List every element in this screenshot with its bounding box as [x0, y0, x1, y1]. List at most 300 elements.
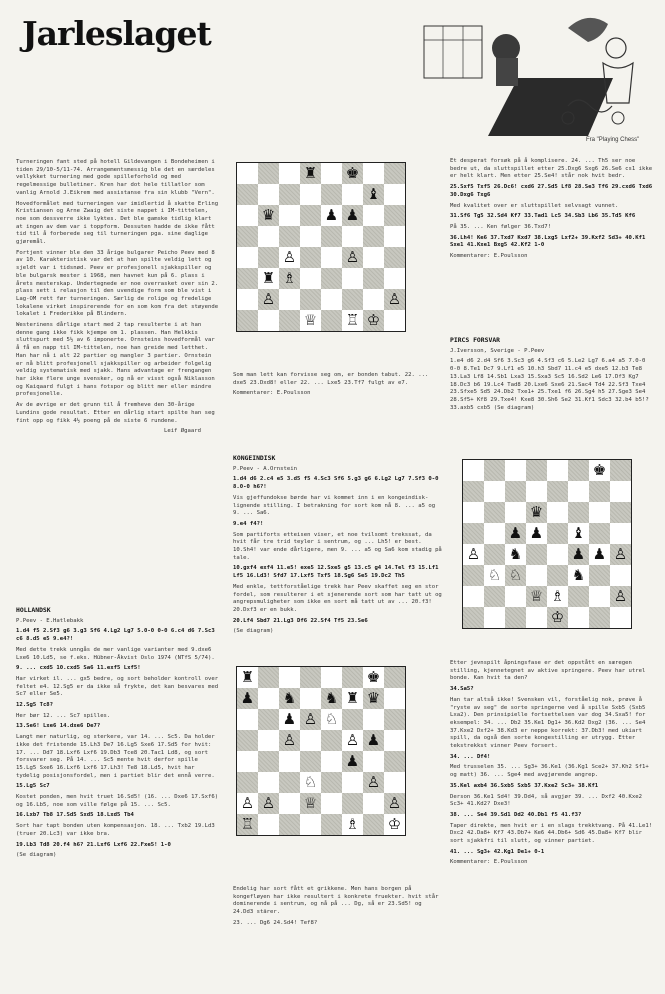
board-square — [279, 814, 300, 835]
chess-piece-icon: ♛ — [366, 689, 381, 707]
board-square — [342, 205, 363, 226]
board-square — [258, 310, 279, 331]
board-square — [342, 667, 363, 688]
board-square — [342, 730, 363, 751]
commentary-paragraph: (Se diagram) — [233, 628, 274, 635]
board-square — [342, 793, 363, 814]
board-square — [258, 247, 279, 268]
board-square — [463, 565, 484, 586]
board-square — [363, 247, 384, 268]
commentary-paragraph: Som partiforts etteisen viser, et noe tvilsomt trekssat, da hvit får tre trid teyler i sentrum, og ... Lh5! er best. 10.Sh4! var ende dårligere, men 9. ... a5 og Sa6 kom stadig på tale. — [233, 531, 442, 561]
board-square — [505, 607, 526, 628]
game-pircs-column — [450, 331, 655, 415]
chess-piece-icon: ♟ — [571, 545, 586, 563]
board-square — [342, 751, 363, 772]
board-square — [568, 544, 589, 565]
board-square — [363, 688, 384, 709]
board-square — [526, 607, 547, 628]
board-square — [342, 310, 363, 331]
board-square — [237, 667, 258, 688]
board-square — [258, 688, 279, 709]
chess-piece-icon: ♙ — [466, 545, 481, 563]
move-sequence: 31.Sf6 Tg5 32.Sd4 Kf7 33.Tad1 Lc5 34.Sb3 Lb6 35.Td5 Kf6 — [450, 213, 636, 220]
board-square — [300, 247, 321, 268]
board-square — [484, 502, 505, 523]
commentary-paragraph: (Se diagram) — [16, 852, 57, 859]
board-square — [321, 226, 342, 247]
chess-piece-icon: ♟ — [508, 524, 523, 542]
board-square — [463, 502, 484, 523]
board-square — [547, 565, 568, 586]
board-square — [526, 565, 547, 586]
board-square — [505, 565, 526, 586]
chess-piece-icon: ♟ — [240, 689, 255, 707]
board-square — [300, 814, 321, 835]
chess-piece-icon: ♘ — [508, 566, 523, 584]
board-square — [363, 730, 384, 751]
board-square — [568, 586, 589, 607]
move-sequence: 25.Sxf5 Txf5 26.Dc6! cxd6 27.Sd5 Lf8 28.Se3 Tf6 29.cxd6 Txd6 30.Dxg6 Txg6 — [450, 184, 653, 198]
board-square — [363, 793, 384, 814]
board-square — [342, 268, 363, 289]
board-square — [321, 184, 342, 205]
board-square — [237, 793, 258, 814]
board-square — [589, 565, 610, 586]
game2-ending-column — [450, 158, 655, 264]
board-square — [258, 268, 279, 289]
commentary-paragraph: Kommentarer: E.Poulsson — [450, 859, 528, 866]
game-heading: HOLLANDSK — [16, 606, 51, 614]
board-square — [610, 523, 631, 544]
board-square — [384, 268, 405, 289]
board-square — [237, 688, 258, 709]
board-square — [363, 772, 384, 793]
board-square — [342, 289, 363, 310]
board-square — [342, 226, 363, 247]
move-sequence: 1.d4 d6 2.c4 e5 3.d5 f5 4.Sc3 Sf6 5.g3 g6 6.Lg2 Lg7 7.Sf3 0-0 8.0-0 h6?! — [233, 476, 439, 491]
chess-piece-icon: ♚ — [592, 461, 607, 479]
chess-piece-icon: ♙ — [261, 290, 276, 308]
board-square — [279, 751, 300, 772]
board-square — [547, 607, 568, 628]
board-square — [279, 184, 300, 205]
board-square — [384, 184, 405, 205]
board-square — [463, 460, 484, 481]
chess-piece-icon: ♙ — [240, 794, 255, 812]
board-square — [342, 163, 363, 184]
chess-piece-icon: ♛ — [261, 206, 276, 224]
game-heading: PIRCS FORSVAR — [450, 336, 501, 344]
page-title: Jarleslaget — [22, 14, 211, 53]
board-square — [505, 502, 526, 523]
move-sequence: 36.Lh4! Ke6 37.Txd7 Kxd7 38.Lxg5 Lxf2+ 39.Kxf2 Sd3+ 40.Kf1 Sxe1 41.Kxe1 Bxg5 42.Kf2 1-0 — [450, 234, 646, 249]
commentary-paragraph: Taper direkte, men hvit er i en slags trekktvang. På 41.Le1! Dxc2 42.Da8+ Kf7 43.Db7+ Ke6 44.Db6+ Sd6 45.Da8+ Kf7 blir sort sjakkfri til slutt, og vinner partiet. — [450, 822, 653, 845]
commentary-paragraph: 1.e4 d6 2.d4 Sf6 3.Sc3 g6 4.Sf3 c6 5.Le2 Lg7 6.a4 a5 7.0-0 0-0 8.Te1 Dc7 9.Lf1 e5 10.h3 Sbd7 11.c4 e5 dxe5 12.b3 Te8 13.La3 Lf8 14.Sb1 Lxa3 15.Sxa3 Sc5 16.Sd2 Le6 17.Df3 Kg7 18.Dc3 b6 19.Lc4 Tad8 20.Lxe6 Sxe6 21.Sac4 Td4 22.Sf3 Txe4 23.Sfxe5 Sd5 24.Db2 Txe1+ 25.Txe1 f6 26.Sg4 h5 27.Sge3 Se4 28.Sf5+ Kf8 29.Txe4! Kxe8 30.Sh6 Se2 31.Kf1 Sdc3 32.b4 b5!? 33.axb5 cxb5 (Se diagram) — [450, 358, 649, 411]
board-square — [258, 184, 279, 205]
board-square — [484, 586, 505, 607]
chess-piece-icon: ♜ — [345, 689, 360, 707]
chess-cartoon-illustration — [418, 8, 653, 143]
commentary-paragraph: Med kvalitet over er sluttspillet selvsagt vunnet. — [450, 202, 619, 209]
board-square — [342, 247, 363, 268]
board-square — [300, 226, 321, 247]
chess-piece-icon: ♔ — [366, 311, 381, 329]
board-square — [258, 667, 279, 688]
chess-diagram-2 — [236, 666, 406, 836]
move-sequence: 16.Lxb7 Tb8 17.Sd5 Sxd5 18.Lxd5 Tb4 — [16, 812, 134, 819]
board-square — [363, 667, 384, 688]
board-square — [237, 268, 258, 289]
chess-piece-icon: ♘ — [303, 773, 318, 791]
chess-piece-icon: ♚ — [345, 164, 360, 182]
board-square — [321, 772, 342, 793]
board-square — [321, 289, 342, 310]
board-square — [321, 709, 342, 730]
board-square — [547, 460, 568, 481]
article-intro-column — [16, 159, 221, 439]
move-sequence: 38. ... Se4 39.Sd1 Dd2 40.Db1 f5 41.f3? — [450, 811, 582, 818]
game1-conclusion-column — [233, 372, 445, 401]
board-square — [258, 772, 279, 793]
board-square — [589, 523, 610, 544]
board-square — [568, 523, 589, 544]
board-square — [321, 247, 342, 268]
board-square — [300, 163, 321, 184]
board-square — [279, 268, 300, 289]
board-square — [384, 310, 405, 331]
board-square — [547, 544, 568, 565]
board-square — [363, 268, 384, 289]
board-square — [463, 607, 484, 628]
board-square — [526, 586, 547, 607]
move-sequence: 34.Sa5? — [450, 686, 474, 693]
board-square — [363, 205, 384, 226]
board-square — [589, 544, 610, 565]
board-square — [526, 481, 547, 502]
board-square — [258, 793, 279, 814]
board-square — [279, 205, 300, 226]
board-square — [258, 730, 279, 751]
chess-piece-icon: ♗ — [282, 269, 297, 287]
board-square — [258, 751, 279, 772]
board-square — [342, 709, 363, 730]
board-square — [321, 730, 342, 751]
board-square — [547, 481, 568, 502]
commentary-paragraph: Kommentarer: E.Poulsson — [450, 253, 528, 260]
board-square — [342, 814, 363, 835]
board-square — [363, 289, 384, 310]
chess-piece-icon: ♗ — [550, 587, 565, 605]
body-paragraph: Fortjent vinner ble den 33 årige bulgarer Peicho Peev med 8 av 10. Karakteristisk var det at han spilte veldig lett og sjeldt var i tidsnød. Peev er profesjonell sjakkspiller og ble bulgarsk mester i 1968, men havnet kun på 6. plass i årets mesterskap. Undertegnede er noe overrasket over sin 2. plass sett i relasjon til den uvendige form som ble vist i Lag-OM rett før turneringen. Særlig de rolige og fredelige lokalene virket inspirerende for en som kom fra det støyende lokalet i Frederikke på Blindern. — [16, 249, 219, 318]
board-square — [526, 460, 547, 481]
board-square — [384, 709, 405, 730]
board-square — [321, 268, 342, 289]
board-square — [384, 688, 405, 709]
board-square — [384, 667, 405, 688]
board-square — [258, 205, 279, 226]
chess-piece-icon: ♖ — [240, 815, 255, 833]
commentary-paragraph: Kostet ponden, men hvit truet 16.Sd5! (16. ... Dxe6 17.Sxf6) og 16.Lb5, noe som ville følge på 15. ... Sc5. — [16, 794, 219, 808]
chess-piece-icon: ♟ — [366, 731, 381, 749]
board-square — [505, 586, 526, 607]
board-square — [321, 793, 342, 814]
chess-piece-icon: ♙ — [387, 290, 402, 308]
board-square — [342, 184, 363, 205]
commentary-paragraph: 23. ... Dg6 24.Sd4! Tef8? — [233, 919, 318, 926]
board-square — [463, 544, 484, 565]
chess-piece-icon: ♙ — [387, 794, 402, 812]
board-square — [384, 793, 405, 814]
board-square — [505, 523, 526, 544]
commentary-paragraph: Har virket il. ... gx5 bedre, og sort beholder kontroll over feltet e4. 12.Sg5 er da ikke så frykte, det kan besvares med Sc7 eller Se5. — [16, 675, 219, 698]
chess-piece-icon: ♙ — [282, 731, 297, 749]
board-square — [300, 709, 321, 730]
board-square — [610, 460, 631, 481]
commentary-paragraph: Med trusselen 35. ... Sg3+ 36.Ke1 (36.Kg1 Sce2+ 37.Kh2 Sf1+ og matt) 36. ... Sge4 med avgjørende angrep. — [450, 764, 649, 779]
board-square — [568, 460, 589, 481]
chess-piece-icon: ♖ — [345, 311, 360, 329]
board-square — [589, 607, 610, 628]
board-square — [237, 289, 258, 310]
commentary-paragraph: Han tar altså ikke! Svensken vil, forståelig nok, prøve å "ryste av seg" de sorte springerne ved å spille Sxb5 (Sxb5 Lxa2). Den prinsipielle fortsettelsen var dog 34.Sxa5! for eksempel: 34. ... Db2 35.Ke1 Dg1+ 36.Kd2 Dxg2 (36. ... Se4 37.Kxe2 Dxf2+ 38.Kd3 er neppe korrekt: 37.Db3! med ukiart spill, da også den sorte kongestilling er utrygg. Etter tekstrekkst vinner Peev forsert. — [450, 696, 646, 750]
board-square — [363, 709, 384, 730]
board-square — [484, 607, 505, 628]
board-square — [300, 184, 321, 205]
chess-diagram-3 — [462, 459, 632, 629]
game-kongeindisk-column — [233, 449, 445, 639]
board-square — [342, 772, 363, 793]
game-heading: KONGEINDISK — [233, 454, 276, 462]
board-square — [258, 226, 279, 247]
board-square — [237, 814, 258, 835]
chess-piece-icon: ♜ — [261, 269, 276, 287]
chess-piece-icon: ♗ — [345, 815, 360, 833]
board-square — [300, 268, 321, 289]
commentary-paragraph: Langt mer naturlig, og sterkere, var 14. ... Sc5. Da holder ikke det fristende 15.Lh3 De7 16.Lg5 Sxe6 17.Sd5 for hvit: 17. ... Dd7 18.Lxf6 Lxf6 19.Db3 Tce8 20.Tac1 Ld8, og sort forsvarer seg. På 14. ... Sc5 mente hvit derfor spille 15.Lg5 Sxe6 16.Lxf6 Lxf6 17.Lh3! Te8 18.Ld5, hvit har tydelig posisjonsfordel, men i partiet blir det ennå verre. — [16, 734, 215, 779]
body-paragraph: Av de øvrige er det grunn til å fremheve den 30-årige Lundins gode resultat. Etter en dårlig start spilte han seg fint opp og fikk 4½ poeng på de siste 6 rundene. — [16, 402, 215, 424]
move-sequence: 1.d4 f5 2.Sf3 g6 3.g3 Sf6 4.Lg2 Lg7 5.0-0 0-0 6.c4 d6 7.Sc3 c6 8.d5 e5 9.e4?! — [16, 628, 215, 643]
board-square — [258, 163, 279, 184]
board-square — [610, 607, 631, 628]
chess-piece-icon: ♟ — [282, 710, 297, 728]
board-square — [279, 730, 300, 751]
chess-piece-icon: ♔ — [387, 815, 402, 833]
board-square — [342, 688, 363, 709]
chess-piece-icon: ♝ — [366, 185, 381, 203]
board-square — [237, 310, 258, 331]
board-square — [363, 751, 384, 772]
board-square — [384, 247, 405, 268]
board-square — [610, 544, 631, 565]
board-square — [300, 310, 321, 331]
board-square — [384, 226, 405, 247]
board-square — [279, 793, 300, 814]
chess-piece-icon: ♘ — [324, 710, 339, 728]
board-square — [279, 247, 300, 268]
board-square — [363, 184, 384, 205]
board-square — [505, 544, 526, 565]
board-square — [484, 523, 505, 544]
commentary-paragraph: Her bør 12. ... Sc7 spilles. — [16, 712, 111, 719]
board-square — [363, 226, 384, 247]
move-sequence: 15.Lg5 Sc7 — [16, 783, 50, 790]
board-square — [463, 586, 484, 607]
chess-piece-icon: ♙ — [282, 248, 297, 266]
board-square — [568, 481, 589, 502]
board-square — [589, 586, 610, 607]
chess-piece-icon: ♙ — [303, 710, 318, 728]
move-sequence: 19.Lb3 Td8 20.f4 h6? 21.Lxf6 Lxf6 22.Fxe5! 1-0 — [16, 841, 171, 848]
chess-piece-icon: ♕ — [303, 311, 318, 329]
move-sequence: 35.Kel axb4 36.Sxb5 Sxb5 37.Kxe2 Sc3+ 38.Kf1 — [450, 782, 599, 789]
board-square — [526, 523, 547, 544]
board-square — [321, 688, 342, 709]
board-square — [300, 730, 321, 751]
chess-piece-icon: ♙ — [613, 545, 628, 563]
chess-piece-icon: ♔ — [550, 608, 565, 626]
chess-piece-icon: ♜ — [240, 668, 255, 686]
board-square — [463, 481, 484, 502]
board-square — [300, 205, 321, 226]
board-square — [384, 163, 405, 184]
game-hollandsk-column — [16, 601, 221, 863]
game-players: P.Peev - A.Ornstein — [233, 465, 297, 472]
board-square — [610, 502, 631, 523]
move-sequence: 9. ... cxd5 10.cxd5 Sa6 11.exf5 Lxf5! — [16, 665, 141, 672]
board-square — [237, 730, 258, 751]
board-square — [505, 481, 526, 502]
move-sequence: 9.e4 f4?! — [233, 520, 264, 527]
chess-piece-icon: ♟ — [345, 752, 360, 770]
commentary-paragraph: Kommentarer: E.Poulsson — [233, 390, 311, 397]
chess-piece-icon: ♞ — [571, 566, 586, 584]
board-square — [321, 667, 342, 688]
board-square — [484, 460, 505, 481]
board-square — [610, 565, 631, 586]
board-square — [321, 751, 342, 772]
move-sequence: 20.Lf4 Sbd7 21.Lg3 Df6 22.Sf4 Tf5 23.Se6 — [233, 617, 368, 624]
body-paragraph: Westerinens dårlige start med 2 tap resulterte i at han denne gang ikke fikk kjempe om 1. plassen. Han Helkkis sluttspurt med 5½ av 6 imponerte. Ornsteins hovedformål var å få en napp til IM-tittelen, noe han greide med letthet. Han har nå i alt 22 partier og mangler 3 partier. Ornstein er nå blitt profesjonell sjakkspiller og arbeider folgelig veldig systematisk med sjakk. Hans advantage er frengangen har ikke flere unge svensker, og nå er visst også Niklasson og Kaiqaard fulgt i hans fotspor og blitt mer eller mindre profesjonelle. — [16, 322, 215, 398]
game3-continuation-column — [450, 660, 655, 870]
board-square — [568, 607, 589, 628]
board-square — [237, 205, 258, 226]
chess-piece-icon: ♝ — [571, 524, 586, 542]
commentary-paragraph: Vis gjeffundokse børde har vi kommet inn i en kongeindisk-lignende stilling. I betrakning for sort kom nå 8. ... a5 og 9. ... Sa6. — [233, 494, 436, 517]
board-square — [484, 544, 505, 565]
move-sequence: 13.Se6! Lxe6 14.dxe6 De7? — [16, 723, 101, 730]
commentary-paragraph: Et desperat forsøk på å komplisere. 24. ... Th5 ser noe bedre ut, da sluttspillet etter 25.Dxg6 Sxg6 26.Se6 cs1 ikke er helt klart. Men etter 25.Se4! står nok hvit bedr. — [450, 158, 653, 180]
board-square — [384, 814, 405, 835]
board-square — [237, 226, 258, 247]
chess-piece-icon: ♞ — [282, 689, 297, 707]
board-square — [589, 502, 610, 523]
board-square — [547, 523, 568, 544]
chess-piece-icon: ♟ — [592, 545, 607, 563]
chess-piece-icon: ♕ — [529, 587, 544, 605]
board-square — [279, 688, 300, 709]
board-square — [321, 310, 342, 331]
board-square — [526, 544, 547, 565]
chess-piece-icon: ♚ — [366, 668, 381, 686]
chess-piece-icon: ♞ — [508, 545, 523, 563]
board-square — [279, 667, 300, 688]
move-sequence: 34. ... Df4! — [450, 753, 491, 760]
board-square — [526, 502, 547, 523]
board-square — [279, 289, 300, 310]
commentary-paragraph: Endelig har sort fått et grikkene. Men hans borgen på kongefløyen har ikke resultert i konkrete fruekter. hvit står dominerende i sentrum, og nå på ... Dg, så er 23.Sd5! og 24.Dd3 stärer. — [233, 886, 439, 916]
board-square — [384, 772, 405, 793]
board-square — [300, 772, 321, 793]
board-square — [547, 502, 568, 523]
board-square — [300, 751, 321, 772]
board-square — [237, 163, 258, 184]
chess-piece-icon: ♛ — [529, 503, 544, 521]
chess-piece-icon: ♙ — [613, 587, 628, 605]
board-square — [258, 709, 279, 730]
board-square — [589, 460, 610, 481]
commentary-paragraph: På 35. ... Ken følger 36.Txd7! — [450, 223, 552, 230]
board-square — [279, 772, 300, 793]
board-square — [300, 289, 321, 310]
game-players: P.Peev - E.Hatlebakk — [16, 617, 84, 624]
chess-piece-icon: ♙ — [345, 248, 360, 266]
board-square — [279, 163, 300, 184]
board-square — [237, 247, 258, 268]
chess-piece-icon: ♟ — [324, 206, 339, 224]
board-square — [258, 289, 279, 310]
chess-piece-icon: ♙ — [261, 794, 276, 812]
illustration-caption: Fra "Playing Chess" — [586, 137, 640, 143]
chess-piece-icon: ♕ — [303, 794, 318, 812]
game-players: J.Iversson, Sverige - P.Peev — [450, 347, 545, 354]
commentary-paragraph: Derson 36.Ke1 Sd4! 39.Dd4, så avgjør 39. ... Dxf2 40.Kxe2 Sc3+ 41.Kd2? Dxe3! — [450, 793, 642, 808]
board-square — [363, 163, 384, 184]
board-square — [484, 565, 505, 586]
commentary-paragraph: Med dette trekk unngås de mer vanlige varianter med 9.dxe6 Lxe6 10.Ld5, se f.eks. Hübner-Åkvist Oslo 1974 (NTfS 5/74). — [16, 646, 215, 661]
board-square — [279, 226, 300, 247]
board-square — [568, 502, 589, 523]
board-square — [484, 481, 505, 502]
board-square — [589, 481, 610, 502]
board-square — [547, 586, 568, 607]
chess-piece-icon: ♙ — [366, 773, 381, 791]
board-square — [463, 523, 484, 544]
chess-piece-icon: ♟ — [345, 206, 360, 224]
board-square — [300, 793, 321, 814]
chess-piece-icon: ♟ — [529, 524, 544, 542]
board-square — [363, 310, 384, 331]
board-square — [258, 814, 279, 835]
board-square — [279, 310, 300, 331]
chess-diagram-1 — [236, 162, 406, 332]
board-square — [237, 772, 258, 793]
board-square — [321, 205, 342, 226]
move-sequence: 41. ... Sg3+ 42.Kg1 De1+ 0-1 — [450, 848, 545, 855]
board-square — [384, 751, 405, 772]
board-square — [384, 289, 405, 310]
board-square — [610, 586, 631, 607]
chess-piece-icon: ♙ — [345, 731, 360, 749]
commentary-paragraph: Etter jevnspilt åpningsfase er det oppstått en særegen stilling, kjennetegnet av aktive springere. Peev har utrel bonde. Kan hvit ta den? — [450, 660, 646, 682]
board-square — [237, 709, 258, 730]
board-square — [505, 460, 526, 481]
board-square — [568, 565, 589, 586]
board-square — [363, 814, 384, 835]
board-square — [610, 481, 631, 502]
commentary-paragraph: Med enkle, tettforståelige trekk har Peev skaffet seg en stor fordel, som resulterer i et sjenerende sort som har tatt ut og angrepsmuligheter som ikke en sort må tatt ut av ... 20.f3! 20.Dxf3 er en bukk. — [233, 583, 442, 613]
board-square — [300, 667, 321, 688]
move-sequence: 10.gxf4 exf4 11.e5! exe5 12.Sxe5 g5 13.c5 g4 14.Tel f3 15.Lf1 Lf5 16.Ld3! Sfd7 17.Lxf5 Txf5 18.Sg6 Se5 19.Dc2 Th5 — [233, 565, 439, 580]
